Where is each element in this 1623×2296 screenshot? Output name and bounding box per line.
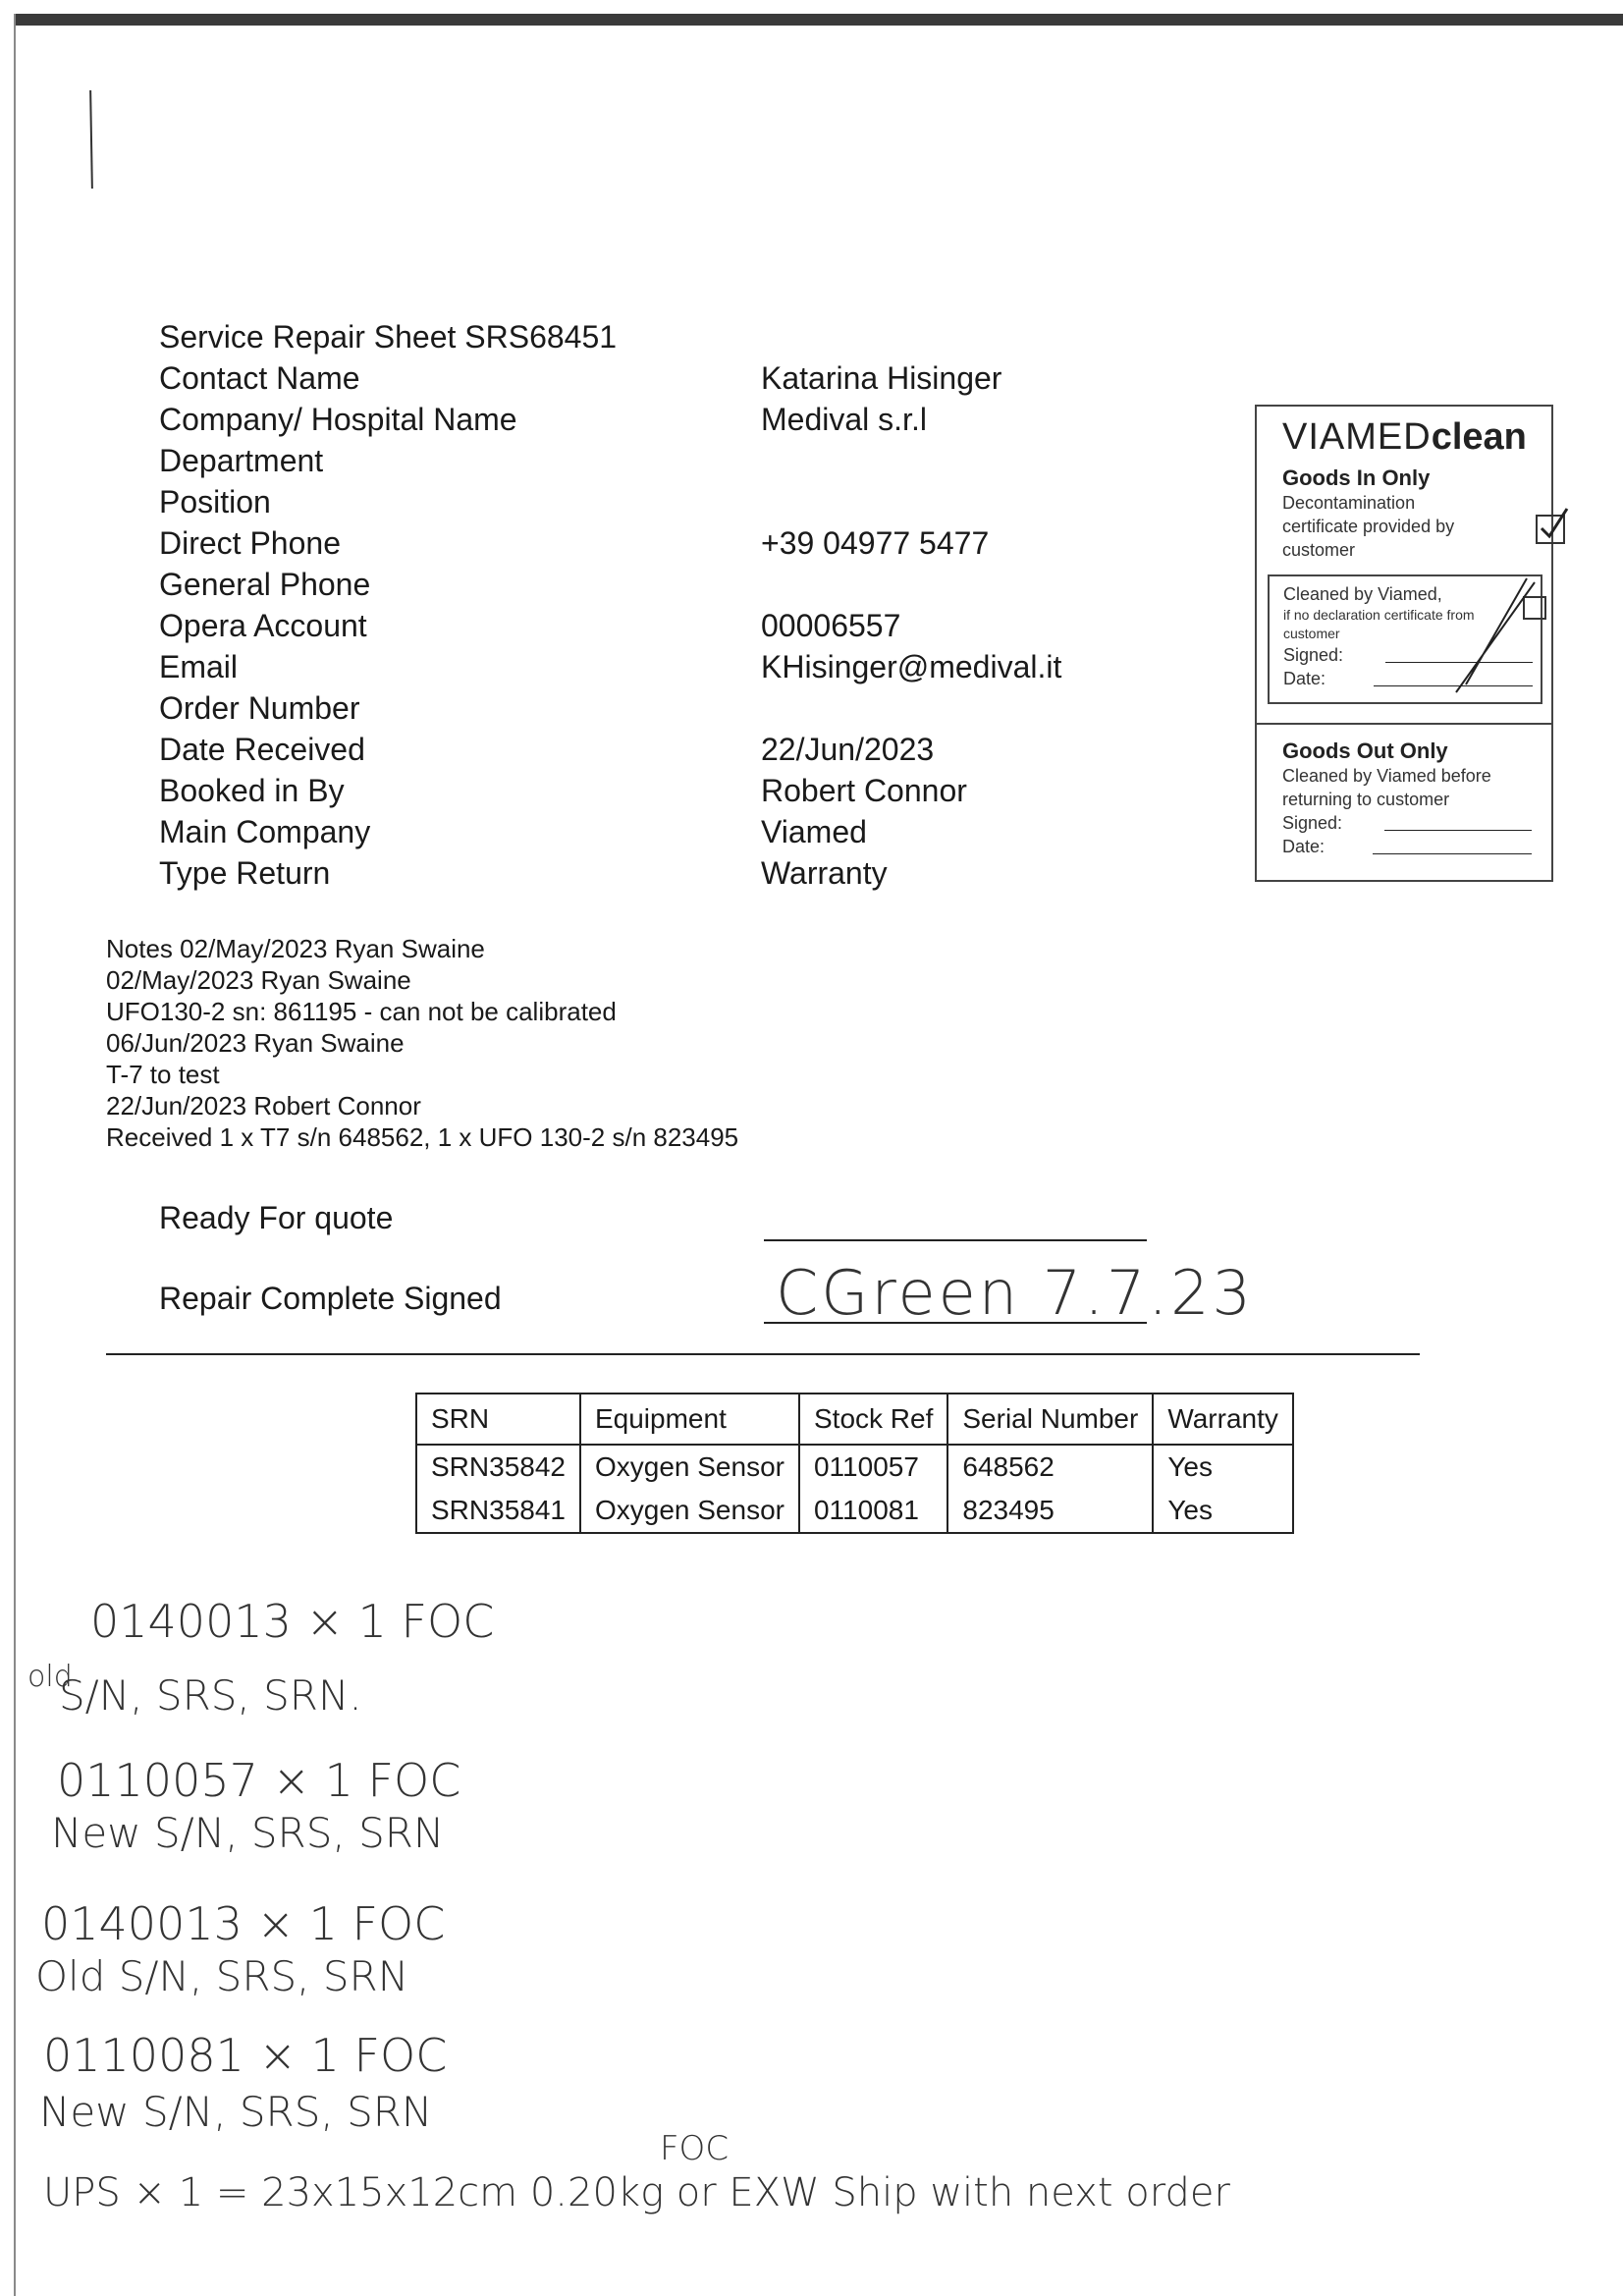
order-number-value — [761, 687, 1061, 729]
goods-out-text: Cleaned by Viamed before returning to customer — [1282, 766, 1491, 809]
field-label: Department — [159, 443, 324, 478]
field-label: Main Company — [159, 814, 371, 849]
note-line: 02/May/2023 Ryan Swaine — [106, 965, 411, 995]
cell-equipment: Oxygen Sensor — [580, 1445, 799, 1489]
field-label: Contact Name — [159, 360, 360, 396]
main-company-value: Viamed — [761, 814, 867, 849]
goods-in-title: Goods In Only — [1282, 465, 1431, 490]
field-label: Opera Account — [159, 608, 367, 643]
table-header-row — [416, 1394, 1293, 1445]
cell-warranty: Yes — [1153, 1489, 1293, 1533]
notes-block — [106, 933, 738, 1153]
signed-label: Signed: — [1282, 813, 1343, 833]
booked-in-by-value: Robert Connor — [761, 773, 967, 808]
department-value — [761, 440, 1061, 481]
type-return-value: Warranty — [761, 855, 888, 891]
goods-out-date-row — [1282, 835, 1538, 858]
sheet-title: Service Repair Sheet SRS68451 — [159, 319, 618, 355]
handwritten-line: 0110081 × 1 FOC — [43, 2029, 448, 2082]
handwritten-line: S/N, SRS, SRN. — [59, 1671, 362, 1720]
field-label: Type Return — [159, 855, 331, 891]
note-line: UFO130-2 sn: 861195 - can not be calibrated — [106, 997, 617, 1026]
col-equipment: Equipment — [580, 1394, 799, 1445]
col-warranty: Warranty — [1153, 1394, 1293, 1445]
cell-equipment: Oxygen Sensor — [580, 1489, 799, 1533]
handwritten-line: 0140013 × 1 FOC — [90, 1595, 495, 1648]
repair-signature: CGreen 7.7.23 — [776, 1257, 1254, 1329]
field-values — [761, 316, 1061, 894]
note-line: 06/Jun/2023 Ryan Swaine — [106, 1028, 405, 1058]
field-labels — [159, 316, 617, 894]
goods-out-title: Goods Out Only — [1282, 738, 1448, 763]
position-value — [761, 481, 1061, 522]
ready-for-quote-line — [764, 1239, 1147, 1241]
title-spacer — [761, 316, 1061, 357]
date-line — [1373, 853, 1532, 854]
ready-for-quote-label: Ready For quote — [159, 1200, 394, 1235]
field-label: Position — [159, 484, 271, 519]
field-label: Booked in By — [159, 773, 345, 808]
field-label: Email — [159, 649, 239, 684]
section-divider — [106, 1353, 1420, 1355]
field-label: General Phone — [159, 567, 371, 602]
cell-srn: SRN35842 — [416, 1445, 580, 1489]
tick-icon — [1534, 507, 1573, 544]
repair-complete-label: Repair Complete Signed — [159, 1281, 502, 1316]
stamp-divider — [1257, 723, 1551, 725]
date-label: Date: — [1283, 669, 1326, 688]
col-serial-number: Serial Number — [947, 1394, 1153, 1445]
cell-srn: SRN35841 — [416, 1489, 580, 1533]
cell-stock-ref: 0110057 — [799, 1445, 947, 1489]
cell-serial-number: 648562 — [947, 1445, 1153, 1489]
opera-account-value: 00006557 — [761, 608, 901, 643]
general-phone-value — [761, 564, 1061, 605]
handwritten-line: 0140013 × 1 FOC — [41, 1897, 446, 1950]
contact-name-value: Katarina Hisinger — [761, 360, 1002, 396]
handwritten-line: Old S/N, SRS, SRN — [35, 1952, 409, 2000]
goods-in-text: Decontamination certificate provided by customer — [1282, 493, 1455, 560]
logo-bold: clean — [1431, 416, 1527, 458]
field-label: Direct Phone — [159, 525, 341, 561]
email-value: KHisinger@medival.it — [761, 649, 1062, 684]
logo-light: VIAMED — [1282, 416, 1432, 458]
cleaned-title: Cleaned by Viamed, — [1283, 584, 1442, 604]
handwritten-foc: FOC — [660, 2129, 730, 2168]
company-value: Medival s.r.l — [761, 402, 927, 437]
field-label: Company/ Hospital Name — [159, 402, 517, 437]
note-line: 22/Jun/2023 Robert Connor — [106, 1091, 421, 1121]
direct-phone-value: +39 04977 5477 — [761, 525, 990, 561]
goods-in-section — [1282, 465, 1479, 562]
goods-out-signed-row — [1282, 811, 1538, 835]
field-label: Date Received — [159, 732, 365, 767]
goods-out-section — [1282, 738, 1538, 858]
signed-line — [1384, 830, 1532, 831]
handwritten-shipping-line: UPS × 1 = 23x15x12cm 0.20kg or EXW Ship with next order — [43, 2170, 1230, 2215]
pen-mark — [89, 90, 93, 189]
col-srn: SRN — [416, 1394, 580, 1445]
note-line: Received 1 x T7 s/n 648562, 1 x UFO 130-2 s/n 823495 — [106, 1122, 739, 1152]
signed-label: Signed: — [1283, 645, 1344, 665]
handwritten-line: New S/N, SRS, SRN — [39, 2088, 433, 2136]
cleaned-by-viamed-box — [1268, 574, 1542, 704]
note-line: T-7 to test — [106, 1060, 220, 1089]
cell-serial-number: 823495 — [947, 1489, 1153, 1533]
col-stock-ref: Stock Ref — [799, 1394, 947, 1445]
scan-edge-top — [14, 14, 1623, 26]
diagonal-strike-mark — [1427, 576, 1544, 704]
date-label: Date: — [1282, 837, 1325, 856]
certificate-checkbox — [1536, 515, 1565, 544]
cell-warranty: Yes — [1153, 1445, 1293, 1489]
handwritten-line: New S/N, SRS, SRN — [51, 1809, 445, 1857]
table-row — [416, 1445, 1293, 1489]
cleaned-note: if no declaration certificate from customer — [1283, 607, 1475, 641]
note-line: Notes 02/May/2023 Ryan Swaine — [106, 934, 485, 963]
table-row — [416, 1489, 1293, 1533]
date-received-value: 22/Jun/2023 — [761, 732, 935, 767]
scan-edge-left — [14, 14, 16, 2296]
handwritten-line: 0110057 × 1 FOC — [57, 1754, 461, 1807]
equipment-table — [415, 1393, 1294, 1534]
handwritten-note-old: old — [27, 1660, 73, 1694]
cell-stock-ref: 0110081 — [799, 1489, 947, 1533]
field-label: Order Number — [159, 690, 360, 726]
viamed-clean-logo — [1282, 416, 1527, 459]
viamed-clean-stamp — [1255, 405, 1553, 882]
